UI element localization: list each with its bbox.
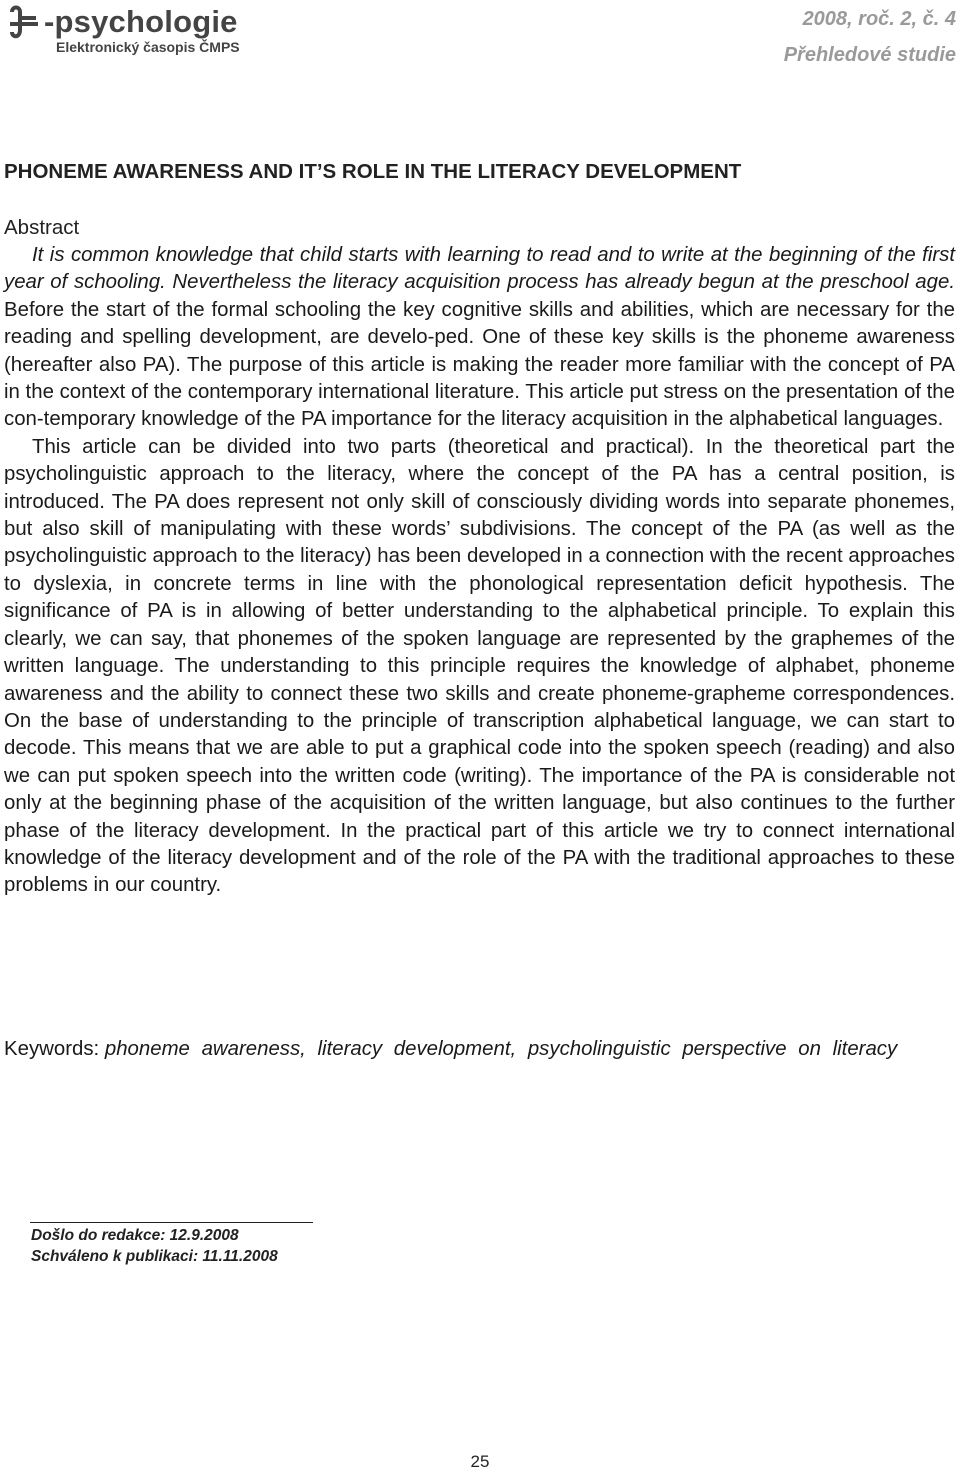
- abstract-paragraph-2: This article can be divided into two parts (theoretical and practical). In the theoretical part the psycholinguistic approach to the literacy, where the concept of the PA has a central position, is introduced. The PA does represent not only skill of consciously dividing words into separate phonemes, but also skill of manipulating with these words’ subdivisions. The concept of the PA (as well as the psycholinguistic approach to the literacy) has been developed in a connection with the recent approaches to dyslexia, in concrete terms in line with the phonological representation deficit hypothesis. The significance of PA is in allowing of better understanding to the alphabetical principle. To explain this clearly, we can say, that phonemes of the spoken language are represented by the graphemes of the written language. The understanding to this principle requires the knowledge of alphabet, phoneme awareness and the ability to connect these two skills and create phoneme-grapheme correspondences. On the base of understanding to the principle of transcription alphabetical language, we can start to decode. This means that we are able to put a graphical code into the spoken speech (reading) and also we can put spoken speech into the written code (writing). The importance of the PA is considerable not only at the beginning phase of the acquisition of the written language, but also continues to the further phase of the literacy development. In the practical part of this article we try to connect international knowledge of the literacy development and of the role of the PA with the traditional approaches to these problems in our country.: [4, 435, 955, 897]
- section-type: Přehledové studie: [783, 44, 956, 66]
- abstract-paragraph-1: [4, 242, 955, 434]
- abstract-regular-text: Before the start of the formal schooling the key cognitive skills and abilities, which are necessary for the reading and spelling development, are develo-ped. One of these key skills is the phoneme awareness (hereafter also PA). The purpose of this article is making the reader more familiar with the concept of PA in the context of the contemporary international literature. This article put stress on the presentation of the con-temporary knowledge of the PA importance for the literacy acquisition in the alphabetical languages.: [4, 298, 955, 431]
- keywords: [4, 1036, 955, 1063]
- journal-logo: [6, 4, 306, 58]
- footer-divider: [30, 1222, 313, 1223]
- article-title: PHONEME AWARENESS AND IT’S ROLE IN THE LITERACY DEVELOPMENT: [4, 160, 742, 183]
- page-number: 25: [470, 1452, 490, 1471]
- page-header: [0, 0, 960, 80]
- received-date: Došlo do redakce: 12.9.2008: [31, 1227, 239, 1244]
- publication-dates: [31, 1225, 278, 1267]
- issue-info: 2008, roč. 2, č. 4: [802, 8, 956, 30]
- logo-subtitle: Elektronický časopis ČMPS: [56, 39, 240, 55]
- keywords-label: Keywords:: [4, 1038, 100, 1060]
- keywords-values: phoneme awareness, literacy development, psycholinguistic perspective on literacy: [104, 1038, 898, 1060]
- abstract-italic-text: It is common knowledge that child starts with learning to read and to write at the beginning of the first year of schooling. Nevertheless the literacy acquisition process has already begun at the preschool age.: [4, 244, 955, 294]
- abstract-heading: Abstract: [4, 216, 80, 239]
- psi-logo-icon: [6, 4, 46, 44]
- approved-date: Schváleno k publikaci: 11.11.2008: [31, 1248, 278, 1265]
- abstract-body: [4, 242, 955, 900]
- logo-name: -psychologie: [44, 4, 238, 39]
